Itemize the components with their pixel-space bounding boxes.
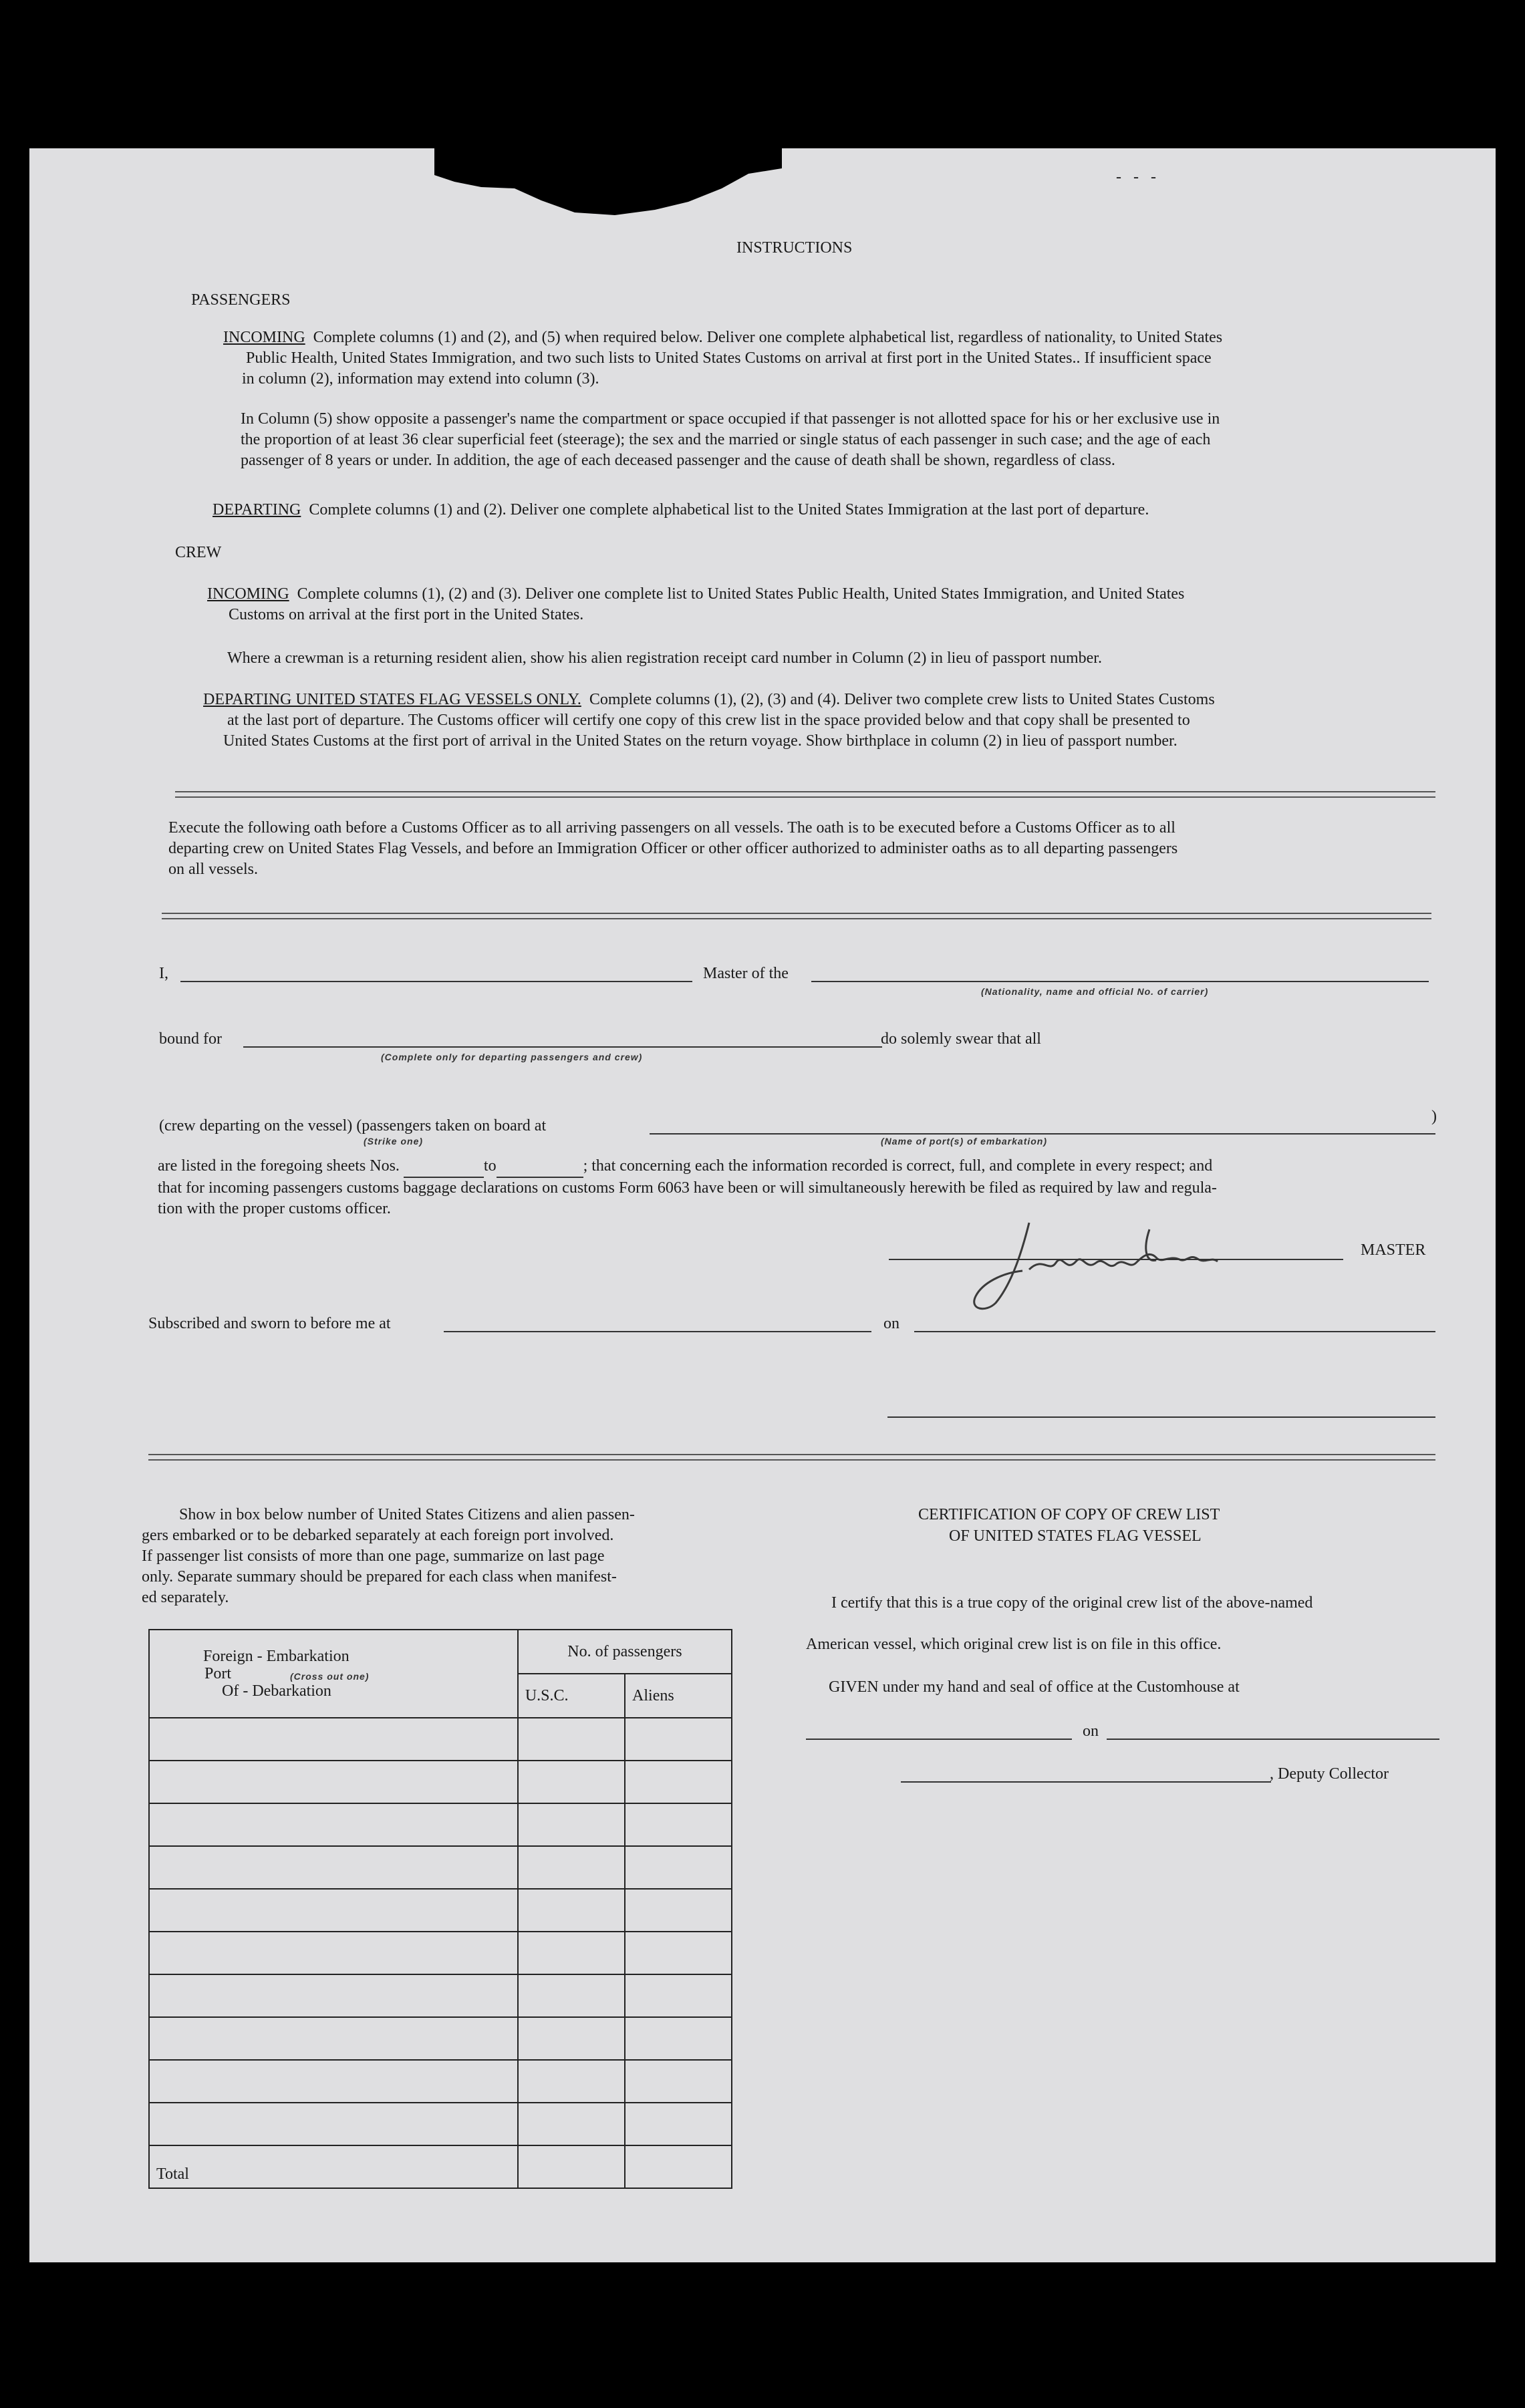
port-cell[interactable]: [149, 2103, 518, 2145]
table-row[interactable]: [149, 1846, 732, 1889]
text-line: ; that concerning each the information recorded is correct, full, and complete in every respect; and: [583, 1157, 1213, 1175]
deputy-collector-field[interactable]: [901, 1781, 1271, 1783]
subscribed-on-label: on: [883, 1315, 899, 1332]
port-cell[interactable]: [149, 1932, 518, 1974]
aliens-column-header: Aliens: [625, 1674, 732, 1718]
text-line: Execute the following oath before a Customs Officer as to all arriving passengers on all vessels. The oath is to be executed before a Customs Officer as to all: [168, 819, 1175, 837]
usc-cell[interactable]: [518, 1761, 625, 1803]
destination-field[interactable]: [243, 1046, 882, 1048]
port-cell[interactable]: [149, 1803, 518, 1846]
text-line: If passenger list consists of more than one page, summarize on last page: [142, 1547, 605, 1565]
table-row[interactable]: [149, 1889, 732, 1932]
divider: [175, 791, 1435, 798]
text-line: only. Separate summary should be prepared for each class when manifest-: [142, 1568, 617, 1586]
port-cell[interactable]: [149, 1889, 518, 1932]
subscribed-place-field[interactable]: [444, 1331, 871, 1332]
aliens-cell[interactable]: [625, 1974, 732, 2017]
strike-hint: (Strike one): [364, 1136, 424, 1147]
aliens-cell[interactable]: [625, 1932, 732, 1974]
port-cell[interactable]: [149, 1974, 518, 2017]
officer-signature-field[interactable]: [887, 1416, 1435, 1418]
certification-line-1: I certify that this is a true copy of the original crew list of the above-named: [831, 1594, 1313, 1612]
text-line: ed separately.: [142, 1589, 229, 1606]
usc-total-cell[interactable]: [518, 2145, 625, 2188]
usc-cell[interactable]: [518, 2103, 625, 2145]
swear-text: do solemly swear that all: [881, 1030, 1041, 1048]
total-label: Total: [149, 2145, 518, 2188]
usc-cell[interactable]: [518, 1803, 625, 1846]
master-label: MASTER: [1361, 1241, 1426, 1259]
certification-date-field[interactable]: [1107, 1739, 1439, 1740]
aliens-cell[interactable]: [625, 1761, 732, 1803]
text-line: in column (2), information may extend into column (3).: [242, 370, 599, 388]
text-line: the proportion of at least 36 clear superficial feet (steerage); the sex and the married or single status of each passenger in such case; and the age of each: [241, 431, 1211, 448]
text-line: Complete columns (1) and (2). Deliver one complete alphabetical list to the United States Immigration at the last port of departure.: [309, 501, 1149, 518]
i-label: I,: [159, 965, 168, 982]
table-row[interactable]: [149, 2017, 732, 2060]
header-text: Of - Debarkation: [222, 1682, 331, 1700]
table-row[interactable]: [149, 2103, 732, 2145]
bound-for-label: bound for: [159, 1030, 222, 1048]
text-line: In Column (5) show opposite a passenger's name the compartment or space occupied if that passenger is not allotted space for his or her exclusive use in: [241, 410, 1220, 428]
text-line: Complete columns (1), (2), (3) and (4). Deliver two complete crew lists to United States Customs: [589, 691, 1215, 708]
text-line: Show in box below number of United States Citizens and alien passen-: [179, 1506, 635, 1523]
passengers-heading: PASSENGERS: [191, 291, 291, 309]
table-row[interactable]: [149, 1932, 732, 1974]
corner-marks: - - -: [1116, 168, 1160, 186]
incoming-label: INCOMING: [223, 329, 305, 346]
text-line: on all vessels.: [168, 861, 258, 878]
close-paren: ): [1431, 1108, 1437, 1125]
port-column-header: [149, 1630, 518, 1718]
port-cell[interactable]: [149, 2017, 518, 2060]
passengers-departing: [213, 500, 1469, 520]
page-title: INSTRUCTIONS: [736, 239, 853, 257]
table-row[interactable]: [149, 1761, 732, 1803]
table-row[interactable]: [149, 1718, 732, 1761]
sheet-from-field[interactable]: [404, 1156, 484, 1178]
usc-cell[interactable]: [518, 1718, 625, 1761]
nationality-hint: (Nationality, name and official No. of carrier): [981, 986, 1209, 997]
aliens-cell[interactable]: [625, 1846, 732, 1889]
master-signature: [949, 1209, 1296, 1316]
aliens-cell[interactable]: [625, 2060, 732, 2103]
passengers-incoming: [223, 327, 1466, 390]
crew-heading: CREW: [175, 544, 222, 561]
usc-cell[interactable]: [518, 2017, 625, 2060]
passenger-summary-table: [148, 1629, 732, 2189]
torn-corner: [434, 148, 782, 229]
crew-departing: [203, 690, 1473, 752]
oath-instructions: [168, 818, 1438, 880]
usc-column-header: U.S.C.: [518, 1674, 625, 1718]
departing-flag-label: DEPARTING UNITED STATES FLAG VESSELS ONLY.: [203, 691, 581, 708]
certification-on-label: on: [1083, 1722, 1099, 1740]
customhouse-field[interactable]: [806, 1739, 1072, 1740]
text-line: passenger of 8 years or under. In addition, the age of each deceased passenger and the cause of death shall be shown, regardless of class.: [241, 452, 1115, 469]
text-line: are listed in the foregoing sheets Nos.: [158, 1157, 400, 1175]
text-line: departing crew on United States Flag Vessels, and before an Immigration Officer or other officer authorized to administer oaths as to all departing passengers: [168, 840, 1178, 857]
summary-note: [142, 1505, 743, 1608]
port-cell[interactable]: [149, 1718, 518, 1761]
table-row[interactable]: [149, 2060, 732, 2103]
header-text: Foreign - Embarkation: [203, 1648, 350, 1666]
master-of-label: Master of the: [703, 965, 789, 982]
text-line: Customs on arrival at the first port in the United States.: [229, 606, 584, 623]
crew-returning-note: Where a crewman is a returning resident alien, show his alien registration receipt card number in Column (2) in lieu of passport number.: [227, 649, 1102, 667]
subscribed-label: Subscribed and sworn to before me at: [148, 1315, 391, 1332]
header-text: Port: [204, 1665, 232, 1683]
table-row[interactable]: [149, 1974, 732, 2017]
text-line: Complete columns (1), (2) and (3). Deliver one complete list to United States Public Health, United States Immigration, and United States: [297, 585, 1185, 603]
certification-line-3: GIVEN under my hand and seal of office at the Customhouse at: [829, 1678, 1240, 1696]
master-signature-line[interactable]: [889, 1259, 1343, 1260]
crew-incoming: [207, 584, 1464, 625]
departing-label: DEPARTING: [213, 501, 301, 518]
port-cell[interactable]: [149, 1846, 518, 1889]
certification-subtitle: OF UNITED STATES FLAG VESSEL: [949, 1527, 1202, 1545]
aliens-cell[interactable]: [625, 1803, 732, 1846]
subscribed-date-field[interactable]: [914, 1331, 1435, 1332]
deputy-collector-label: , Deputy Collector: [1270, 1765, 1389, 1783]
port-cell[interactable]: [149, 2060, 518, 2103]
text-line: to: [483, 1157, 497, 1175]
aliens-cell[interactable]: [625, 1718, 732, 1761]
table-row[interactable]: [149, 1803, 732, 1846]
incoming-label: INCOMING: [207, 585, 289, 603]
port-hint: (Name of port(s) of embarkation): [881, 1136, 1048, 1147]
name-field[interactable]: [180, 981, 692, 982]
text-line: tion with the proper customs officer.: [158, 1200, 391, 1217]
aliens-cell[interactable]: [625, 1889, 732, 1932]
carrier-field[interactable]: [811, 981, 1429, 982]
sheet-to-field[interactable]: [497, 1156, 583, 1178]
divider: [148, 1454, 1435, 1461]
total-row[interactable]: [149, 2145, 732, 2188]
text-line: Complete columns (1) and (2), and (5) when required below. Deliver one complete alphabetical list, regardless of nationality, to United States: [313, 329, 1223, 346]
certification-line-2: American vessel, which original crew list is on file in this office.: [806, 1636, 1222, 1653]
text-line: United States Customs at the first port of arrival in the United States on the return voyage. Show birthplace in column (2) in lieu of passport number.: [223, 732, 1177, 750]
certification-title: CERTIFICATION OF COPY OF CREW LIST: [918, 1506, 1220, 1523]
text-line: gers embarked or to be debarked separately at each foreign port involved.: [142, 1527, 614, 1544]
table-header-row: [149, 1630, 732, 1674]
usc-cell[interactable]: [518, 2060, 625, 2103]
column5-note: [241, 409, 1464, 471]
bound-hint: (Complete only for departing passengers and crew): [381, 1052, 643, 1062]
cross-out-hint: (Cross out one): [290, 1671, 370, 1682]
text-line: that for incoming passengers customs baggage declarations on customs Form 6063 have been or will simultaneously herewith be filed as required by law and regula-: [158, 1179, 1217, 1197]
usc-cell[interactable]: [518, 1974, 625, 2017]
crew-passengers-text: (crew departing on the vessel) (passengers taken on board at: [159, 1117, 547, 1135]
passengers-column-header: No. of passengers: [518, 1630, 732, 1674]
aliens-total-cell[interactable]: [625, 2145, 732, 2188]
port-cell[interactable]: [149, 1761, 518, 1803]
embarkation-port-field[interactable]: [650, 1133, 1435, 1135]
aliens-cell[interactable]: [625, 2017, 732, 2060]
divider: [162, 913, 1431, 919]
usc-cell[interactable]: [518, 1889, 625, 1932]
usc-cell[interactable]: [518, 1846, 625, 1889]
text-line: Public Health, United States Immigration, and two such lists to United States Customs on arrival at first port in the United States.. If insufficient space: [246, 349, 1212, 367]
usc-cell[interactable]: [518, 1932, 625, 1974]
text-line: at the last port of departure. The Customs officer will certify one copy of this crew list in the space provided below and that copy shall be presented to: [227, 712, 1190, 729]
aliens-cell[interactable]: [625, 2103, 732, 2145]
